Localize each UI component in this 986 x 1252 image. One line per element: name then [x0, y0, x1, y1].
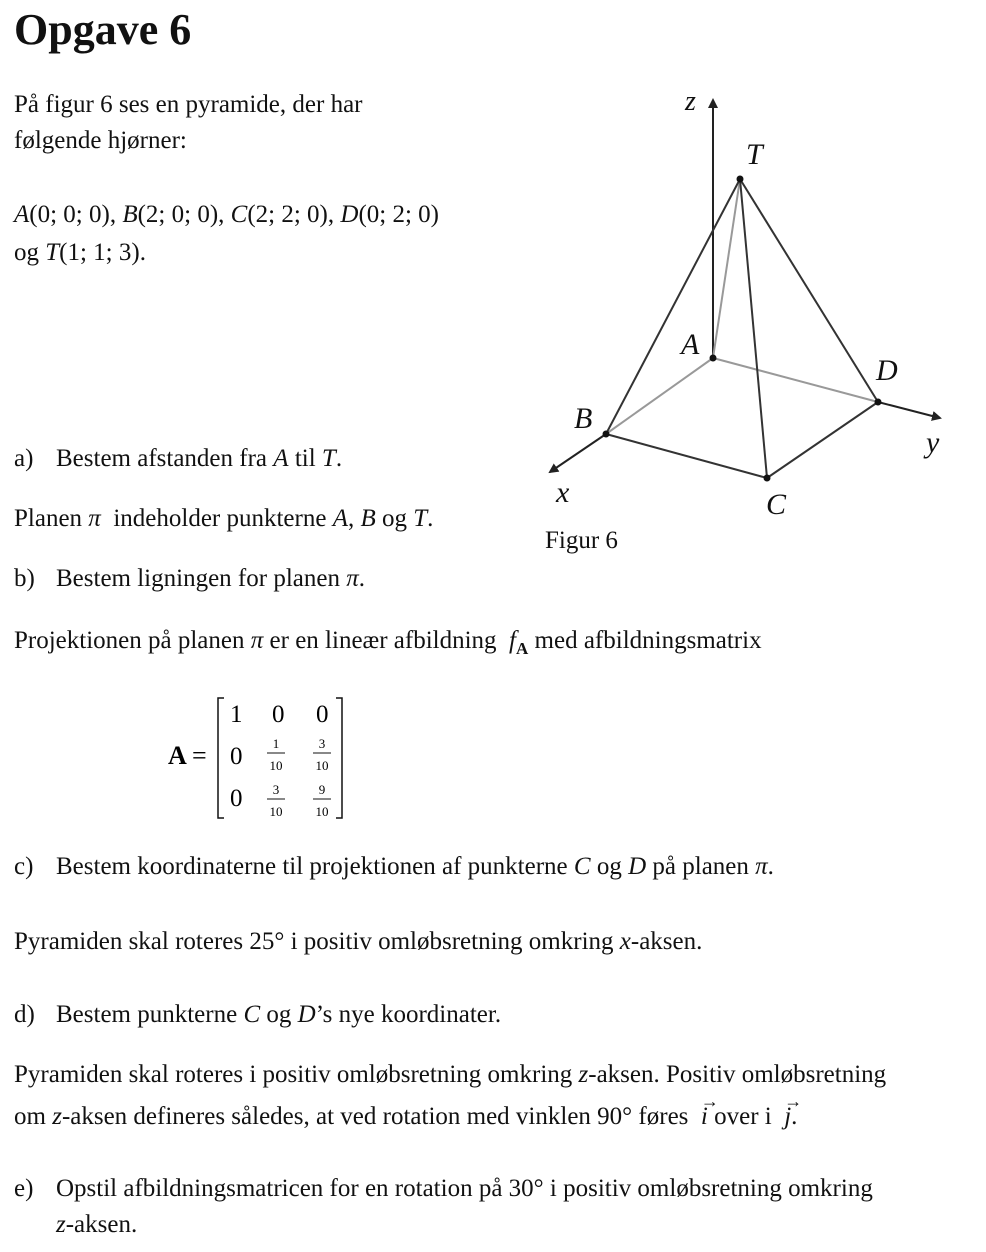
point-D-coord: (0; 2; 0): [358, 201, 439, 228]
label-z: z: [685, 86, 696, 117]
vertex-list-line-2: [14, 236, 146, 270]
task-a-text: Bestem afstanden fra: [56, 445, 274, 472]
vector-i: → i: [701, 1100, 708, 1134]
task-c-point-C: C: [573, 853, 591, 880]
task-b-end: .: [358, 565, 365, 592]
matrix-name: A: [168, 741, 187, 770]
task-c-label: c): [14, 853, 34, 880]
task-e-text-1: Opstil afbildningsmatricen for en rotation på 30° i positiv omløbsretning omkring: [56, 1175, 873, 1202]
rotate-z-line2-end: .: [791, 1103, 798, 1130]
task-e-text-2: -aksen.: [65, 1211, 138, 1238]
y-axis: [878, 402, 940, 418]
label-C: C: [766, 488, 787, 521]
vertex-list-line-1: [14, 198, 439, 232]
plane-comma: ,: [347, 505, 361, 532]
point-C: C: [230, 201, 248, 228]
vertex-dot-D: [875, 399, 882, 406]
rotate-z-statement-2: [14, 1100, 797, 1134]
rotate-x-statement: [14, 925, 702, 959]
matrix-r2-c2-den: 10: [269, 758, 283, 773]
label-x: x: [556, 476, 570, 509]
projection-statement: [14, 624, 762, 666]
plane-end: .: [427, 505, 434, 532]
point-B: B: [122, 201, 138, 228]
figure-caption: Figur 6: [545, 527, 618, 554]
task-a-end: .: [335, 445, 343, 472]
plane-point-A: A: [332, 505, 348, 532]
map-f-subscript: A: [516, 639, 529, 658]
rotate-z-line2-axis: z: [52, 1103, 62, 1130]
task-c-text-2: på planen: [646, 853, 756, 880]
point-C-coord: (2; 2; 0),: [247, 201, 335, 228]
rotate-z-text-2: -aksen. Positiv omløbsretning: [588, 1061, 887, 1088]
rotate-z-statement-1: [14, 1058, 886, 1092]
point-D: D: [340, 201, 359, 228]
task-c-end: .: [767, 853, 774, 880]
task-e-label: e): [14, 1175, 34, 1202]
label-B: B: [574, 402, 593, 435]
vertex-dot-T: [737, 176, 744, 183]
matrix-r2-c3-num: 3: [318, 736, 326, 751]
rotate-z-text-1: Pyramiden skal roteres i positiv omløbsretning omkring: [14, 1061, 579, 1088]
task-d-text-2: ’s nye koordinater.: [315, 1001, 502, 1028]
matrix-r3-c3-num: 9: [318, 782, 326, 797]
task-b-text: Bestem ligningen for planen: [56, 565, 347, 592]
rotate-z-line2-text-1: om: [14, 1103, 53, 1130]
label-A: A: [681, 328, 700, 361]
task-c: [14, 850, 774, 884]
matrix-equals: =: [192, 741, 207, 770]
task-c-pi: π: [755, 853, 768, 880]
plane-og: og: [375, 505, 414, 532]
task-a: [14, 442, 342, 476]
plane-point-B: B: [360, 505, 376, 532]
task-a-text-2: til: [288, 445, 322, 472]
matrix-r1-c1: 1: [230, 701, 243, 728]
matrix-r2-c2-num: 1: [272, 736, 280, 751]
task-e: [14, 1172, 873, 1206]
task-d-text-1: Bestem punkterne: [56, 1001, 244, 1028]
edge-BC: [606, 434, 767, 478]
edge-TD: [740, 179, 878, 402]
plane-text-2: indeholder punkterne: [100, 505, 333, 532]
rotate-z-axis: z: [578, 1061, 589, 1088]
og-word: og: [14, 239, 39, 266]
intro-line-1: På figur 6 ses en pyramide, der har: [14, 91, 363, 118]
intro-line-2: følgende hjørner:: [14, 127, 187, 154]
task-d: [14, 998, 501, 1032]
edge-CD: [767, 402, 878, 478]
label-T: T: [746, 138, 763, 171]
matrix-r1-c2: 0: [272, 701, 285, 728]
projection-text-1: Projektionen på planen: [14, 627, 251, 654]
task-a-point-T: T: [321, 445, 336, 472]
task-c-og: og: [590, 853, 629, 880]
projection-text-2: er en lineær afbildning: [263, 627, 503, 654]
matrix-r3-c2-den: 10: [269, 804, 283, 819]
label-y: y: [926, 426, 940, 459]
edge-AD: [713, 358, 878, 402]
x-axis: [550, 434, 606, 472]
matrix-r3-c3-den: 10: [315, 804, 329, 819]
task-d-og: og: [260, 1001, 298, 1028]
point-T: T: [45, 239, 60, 266]
rotate-z-line2-text-3: over i: [707, 1103, 778, 1130]
vector-j: → j: [784, 1100, 791, 1134]
vertex-dot-B: [603, 431, 610, 438]
plane-statement: [14, 502, 433, 536]
exercise-title: Opgave 6: [14, 5, 192, 54]
rotate-x-axis: x: [619, 928, 631, 955]
matrix-left-bracket: [218, 698, 224, 818]
point-A-coord: (0; 0; 0),: [29, 201, 117, 228]
task-b-pi: π: [346, 565, 359, 592]
task-d-point-D: D: [297, 1001, 316, 1028]
task-b-label: b): [14, 565, 35, 592]
task-d-point-C: C: [243, 1001, 261, 1028]
matrix-right-bracket: [336, 698, 342, 818]
matrix-r1-c3: 0: [316, 701, 329, 728]
label-D: D: [876, 354, 898, 387]
rotate-x-text-2: -aksen.: [630, 928, 703, 955]
task-a-point-A: A: [273, 445, 289, 472]
pyramid-figure: [530, 80, 970, 560]
plane-point-T: T: [413, 505, 428, 532]
edge-TC: [740, 179, 767, 478]
point-T-coord: (1; 1; 3).: [59, 239, 146, 266]
task-e-axis: z: [56, 1211, 66, 1238]
vertex-dot-A: [710, 355, 717, 362]
matrix-r2-c3-den: 10: [315, 758, 329, 773]
matrix-A: [166, 694, 366, 824]
task-c-point-D: D: [628, 853, 647, 880]
matrix-r3-c2-num: 3: [272, 782, 280, 797]
matrix-r2-c1: 0: [230, 743, 243, 770]
map-f: f: [509, 627, 516, 654]
plane-text-1: Planen: [14, 505, 89, 532]
task-b: [14, 562, 365, 596]
edge-AB: [606, 358, 713, 434]
matrix-r3-c1: 0: [230, 785, 243, 812]
vertex-dot-C: [764, 475, 771, 482]
projection-pi: π: [250, 627, 264, 654]
rotate-z-line2-text-2: -aksen defineres således, at ved rotation med vinklen 90° føres: [61, 1103, 695, 1130]
task-c-text-1: Bestem koordinaterne til projektionen af punkterne: [56, 853, 574, 880]
point-A: A: [14, 201, 30, 228]
task-a-label: a): [14, 445, 34, 472]
pi-symbol: π: [88, 505, 101, 532]
projection-text-3: med afbildningsmatrix: [528, 627, 762, 654]
rotate-x-text-1: Pyramiden skal roteres 25° i positiv omløbsretning omkring: [14, 928, 620, 955]
task-e-continued: [56, 1208, 137, 1242]
task-d-label: d): [14, 1001, 35, 1028]
point-B-coord: (2; 0; 0),: [137, 201, 225, 228]
